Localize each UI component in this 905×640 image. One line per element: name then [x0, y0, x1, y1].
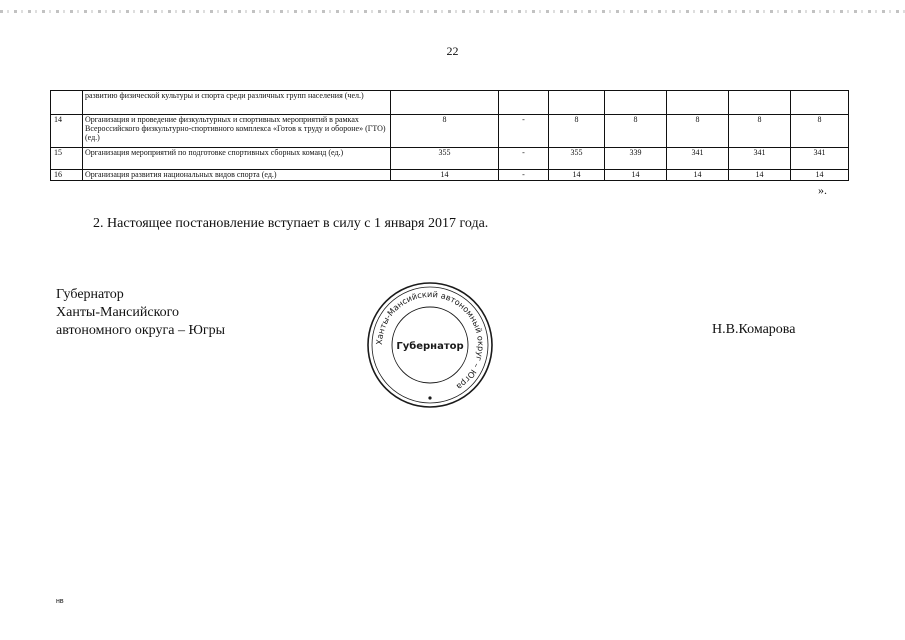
row-value	[391, 91, 499, 115]
row-value: 14	[791, 170, 849, 181]
row-name: Организация развития национальных видов спорта (ед.)	[83, 170, 391, 181]
table-row	[51, 91, 849, 115]
row-value: 14	[549, 170, 605, 181]
row-number	[51, 91, 83, 115]
signer-title-line: Губернатор	[56, 287, 124, 302]
table-row	[51, 170, 849, 181]
row-value: 8	[391, 115, 499, 148]
row-value: 8	[605, 115, 667, 148]
page-number: 22	[446, 44, 459, 58]
seal-dot	[428, 396, 431, 399]
closing-quote: ».	[818, 183, 827, 197]
signer-name: Н.В.Комарова	[712, 322, 796, 337]
row-value: 339	[605, 148, 667, 170]
decree-clause: 2. Настоящее постановление вступает в силу с 1 января 2017 года.	[93, 216, 489, 231]
row-name: Организация мероприятий по подготовке спортивных сборных команд (ед.)	[83, 148, 391, 170]
row-value: 341	[729, 148, 791, 170]
seal-ring-text: Ханты-Мансийский автономный округ – Югра	[373, 288, 487, 393]
row-value	[729, 91, 791, 115]
row-value: 14	[605, 170, 667, 181]
row-value: 8	[549, 115, 605, 148]
row-value: 355	[549, 148, 605, 170]
row-value: 14	[667, 170, 729, 181]
row-value	[549, 91, 605, 115]
row-name: развитию физической культуры и спорта среди различных групп населения (чел.)	[83, 91, 391, 115]
row-value: 14	[391, 170, 499, 181]
signer-title-line: автономного округа – Югры	[56, 323, 225, 338]
footer-code: нв	[56, 598, 64, 605]
scan-artifact-line	[0, 10, 905, 13]
row-value: 8	[729, 115, 791, 148]
row-value	[605, 91, 667, 115]
row-value	[791, 91, 849, 115]
table-row	[51, 148, 849, 170]
row-value: -	[499, 170, 549, 181]
row-number: 14	[51, 115, 83, 148]
row-name: Организация и проведение физкультурных и спортивных мероприятий в рамках Всероссийского физкультурно-спортивного комплекса «Готов к труду и обороне» (ГТО) (ед.)	[83, 115, 391, 148]
official-seal	[365, 280, 495, 410]
indicators-table	[50, 90, 849, 181]
row-number: 16	[51, 170, 83, 181]
row-value	[499, 91, 549, 115]
row-value: 341	[791, 148, 849, 170]
row-value: 341	[667, 148, 729, 170]
seal-center-text: Губернатор	[396, 341, 464, 352]
row-value: 8	[667, 115, 729, 148]
row-number: 15	[51, 148, 83, 170]
row-value: 14	[729, 170, 791, 181]
row-value	[667, 91, 729, 115]
row-value: 8	[791, 115, 849, 148]
row-value: 355	[391, 148, 499, 170]
row-value: -	[499, 115, 549, 148]
signer-title-block	[56, 286, 225, 340]
table-row	[51, 115, 849, 148]
signer-title-line: Ханты-Мансийского	[56, 305, 180, 320]
row-value: -	[499, 148, 549, 170]
